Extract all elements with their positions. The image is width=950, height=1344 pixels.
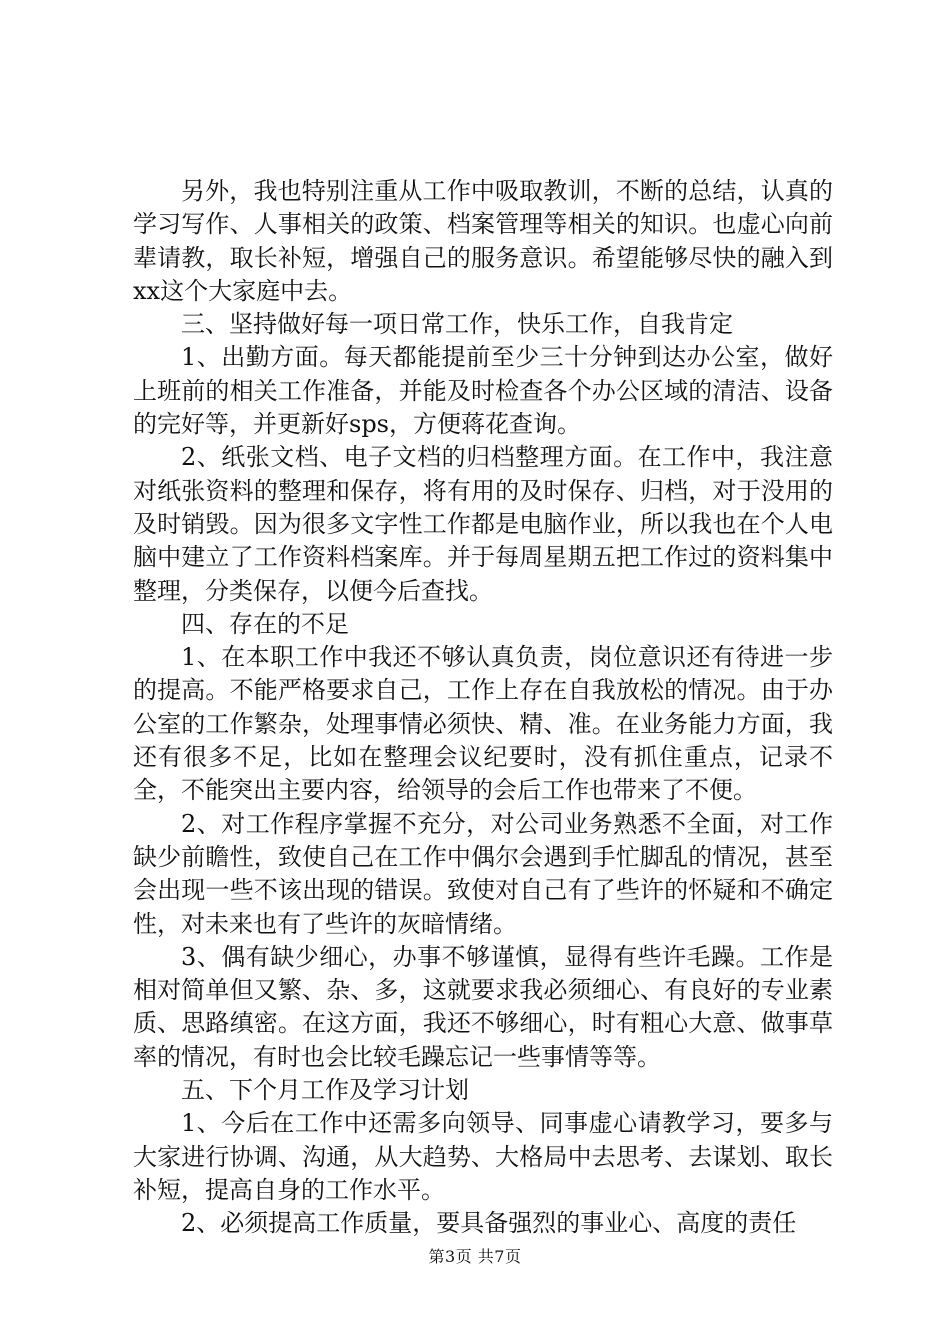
- section-heading-next-month-plan: 五、下个月工作及学习计划: [181, 1076, 469, 1105]
- paragraph-plan-1: 1、今后在工作中还需多向领导、同事虚心请教学习，要多与大家进行协调、沟通，从大趋势、大格局中去思考、去谋划、取长补短，提高自身的工作水平。: [133, 1109, 833, 1204]
- section-heading-shortcomings: 四、存在的不足: [181, 609, 349, 638]
- paragraph-attendance: 1、出勤方面。每天都能提前至少三十分钟到达办公室，做好上班前的相关工作准备，并能及时检查各个办公区域的清洁、设备的完好等，并更新好sps，方便蒋花查询。: [133, 343, 833, 439]
- section-heading-daily-work: 三、坚持做好每一项日常工作，快乐工作，自我肯定: [181, 310, 733, 339]
- paragraph-shortcoming-2: 2、对工作程序掌握不充分，对公司业务熟悉不全面，对工作缺少前瞻性，致使自己在工作中偶尔会遇到手忙脚乱的情况，甚至会出现一些不该出现的错误。致使对自己有了些许的怀疑和不确定性，对未来也有了些许的灰暗情绪。: [133, 809, 833, 938]
- document-body: [133, 175, 833, 1241]
- paragraph-learning: 另外，我也特别注重从工作中吸取教训，不断的总结，认真的学习写作、人事相关的政策、档案管理等相关的知识。也虚心向前辈请教，取长补短，增强自己的服务意识。希望能够尽快的融入到xx这个大家庭中去。: [133, 177, 833, 305]
- paragraph-archiving: 2、纸张文档、电子文档的归档整理方面。在工作中，我注意对纸张资料的整理和保存，将有用的及时保存、归档，对于没用的及时销毁。因为很多文字性工作都是电脑作业，所以我也在个人电脑中建立了工作资料档案库。并于每周星期五把工作过的资料集中整理，分类保存，以便今后查找。: [133, 443, 833, 605]
- paragraph-shortcoming-3: 3、偶有缺少细心，办事不够谨慎，显得有些许毛躁。工作是相对简单但又繁、杂、多，这就要求我必须细心、有良好的专业素质、思路缜密。在这方面，我还不够细心，时有粗心大意、做事草率的情况，有时也会比较毛躁忘记一些事情等等。: [133, 942, 833, 1071]
- page-number-footer: 第3页 共7页: [428, 1247, 522, 1266]
- paragraph-shortcoming-1: 1、在本职工作中我还不够认真负责，岗位意识还有待进一步的提高。不能严格要求自己，工作上存在自我放松的情况。由于办公室的工作繁杂，处理事情必须快、精、准。在业务能力方面，我还有很多不足，比如在整理会议纪要时，没有抓住重点，记录不全，不能突出主要内容，给领导的会后工作也带来了不便。: [133, 643, 833, 805]
- paragraph-plan-2: 2、必须提高工作质量，要具备强烈的事业心、高度的责任: [181, 1209, 797, 1238]
